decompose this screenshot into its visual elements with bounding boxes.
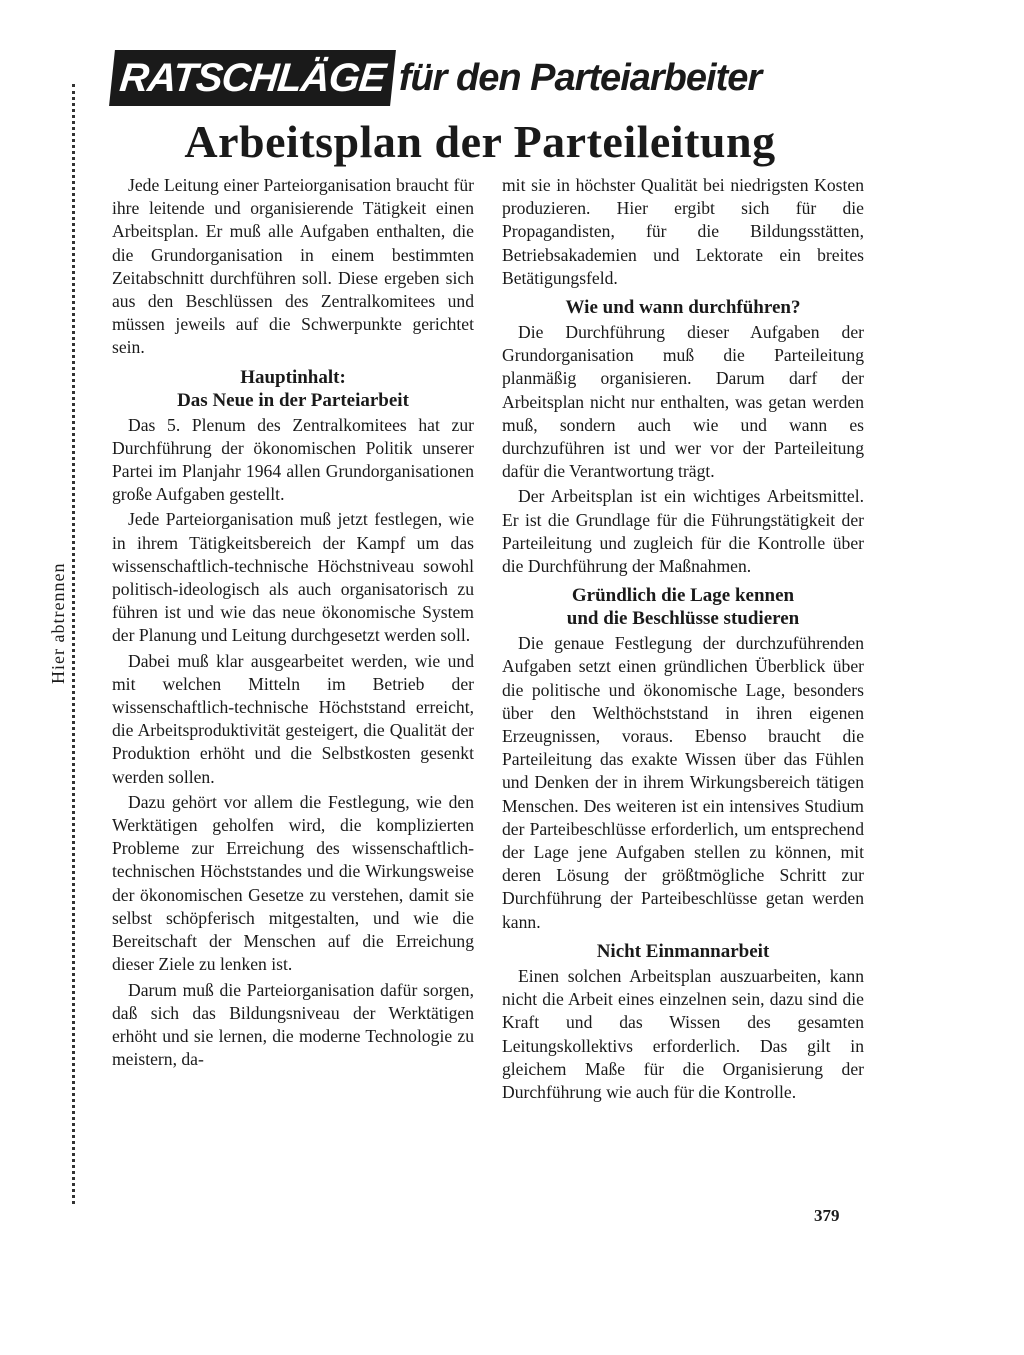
subheading-line: Hauptinhalt: (240, 366, 346, 388)
subheading (502, 584, 864, 630)
subheading-line: Gründlich die Lage kennen (571, 585, 795, 607)
section-banner (112, 48, 761, 108)
page-number: 379 (814, 1206, 840, 1225)
paragraph: Das 5. Plenum des Zentralkomitees hat zur Durchführung der ökonomischen Politik unserer Partei im Planjahr 1964 allen Grundorganisationen große Aufgaben gestellt. (112, 414, 474, 505)
subheading (112, 366, 474, 412)
banner-label-tail: für den Parteiarbeiter (398, 57, 762, 99)
subheading-line: und die Beschlüsse studieren (566, 608, 800, 630)
paragraph: Dabei muß klar ausgearbeitet werden, wie und mit welchen Mitteln im Betrieb der wissenschaftlich-technische Höchststand erreicht, die Arbeitsproduktivität gesteigert, die Qualität der Produktion erhöht und die Selbstkosten gesenkt werden sollen. (112, 650, 474, 787)
paragraph: Darum muß die Parteiorganisation dafür sorgen, daß sich das Bildungsniveau der Werktätigen erhöht und sie lernen, die moderne Technologie zu meistern, da- (112, 979, 474, 1070)
paragraph: Der Arbeitsplan ist ein wichtiges Arbeitsmittel. Er ist die Grundlage für die Führungstätigkeit der Parteileitung und zugleich für die Kontrolle über die Durchführung der Maßnahmen. (502, 486, 864, 577)
left-column (112, 174, 474, 1073)
paragraph: Die Durchführung dieser Aufgaben der Grundorganisation muß die Parteileitung planmäßig organisieren. Darum darf der Arbeitsplan nicht nur enthalten, was getan werden muß, sondern auch wie und wann es durchzuführen ist und wer vor der Parteileitung dafür die Verantwortung trägt. (502, 322, 864, 482)
subheading: Wie und wann durchführen? (565, 297, 801, 319)
paragraph: Die genaue Festlegung der durchzuführenden Aufgaben setzt einen gründlichen Überblick über die politische und ökonomische Lage, besonders über den Welthöchststand in ihren eigenen Erzeugnissen, voraus. Ebenso braucht die Parteileitung das exakte Wissen über das Fühlen und Denken der in ihrem Wirkungsbereich tätigen Menschen. Des weiteren ist ein intensives Studium der Parteibeschlüsse erforderlich, um entsprechend der Lage jene Aufgaben stellen zu können, mit deren Lösung der größtmögliche Schritt zur Durchführung der Parteibeschlüsse getan werden kann. (502, 633, 864, 932)
cut-label: Hier abtrennen (48, 557, 69, 690)
paragraph: Jede Parteiorganisation muß jetzt festlegen, wie in ihrem Tätigkeitsbereich der Kampf um das wissenschaftlich-technische Höchstniveau sowohl politisch-ideologisch als auch organisatorisch zu führen ist und wie das neue ökonomische System der Planung und Leitung durchgesetzt werden soll. (112, 509, 474, 646)
subheading-line: Das Neue in der Parteiarbeit (177, 389, 409, 411)
paragraph: mit sie in höchster Qualität bei niedrigsten Kosten produzieren. Hier ergibt sich für die Propagandisten, für die Bildungsstätten, Betriebsakademien und Lektorate ein breites Betätigungsfeld. (502, 175, 864, 288)
banner-label-box: RATSCHLÄGE (109, 50, 396, 106)
paragraph: Dazu gehört vor allem die Festlegung, wie den Werktätigen geholfen wird, die komplizierten Probleme zur Erreichung des wissenschaftlich-technischen Höchststandes und die Wirkungsweise der ökonomischen Gesetze zu verstehen, damit sie selbst schöpferisch mitgestalten, und wie die Bereitschaft der Menschen auf die Erreichung dieser Ziele zu lenken ist. (112, 791, 474, 975)
paragraph: Jede Leitung einer Parteiorganisation braucht für ihre leitende und organisierende Tätigkeit einen Arbeitsplan. Er muß alle Aufgaben enthalten, die die Grundorganisation in einem bestimmten Zeitabschnitt durchführen soll. Diese ergeben sich aus den Beschlüssen des Zentralkomitees und müssen jeweils auf die Schwerpunkte gerichtet sein. (112, 175, 474, 358)
paragraph: Einen solchen Arbeitsplan auszuarbeiten, kann nicht die Arbeit eines einzelnen sein, dazu sind die Kraft und das Wissen des gesamten Leitungskollektivs erforderlich. Das gilt in gleichem Maße für die Organisierung der Durchführung wie auch für die Kontrolle. (502, 965, 864, 1102)
right-column (502, 174, 864, 1106)
cut-line (72, 84, 75, 1204)
subheading: Nicht Einmannarbeit (596, 940, 770, 962)
article-title: Arbeitsplan der Parteileitung (184, 116, 776, 167)
